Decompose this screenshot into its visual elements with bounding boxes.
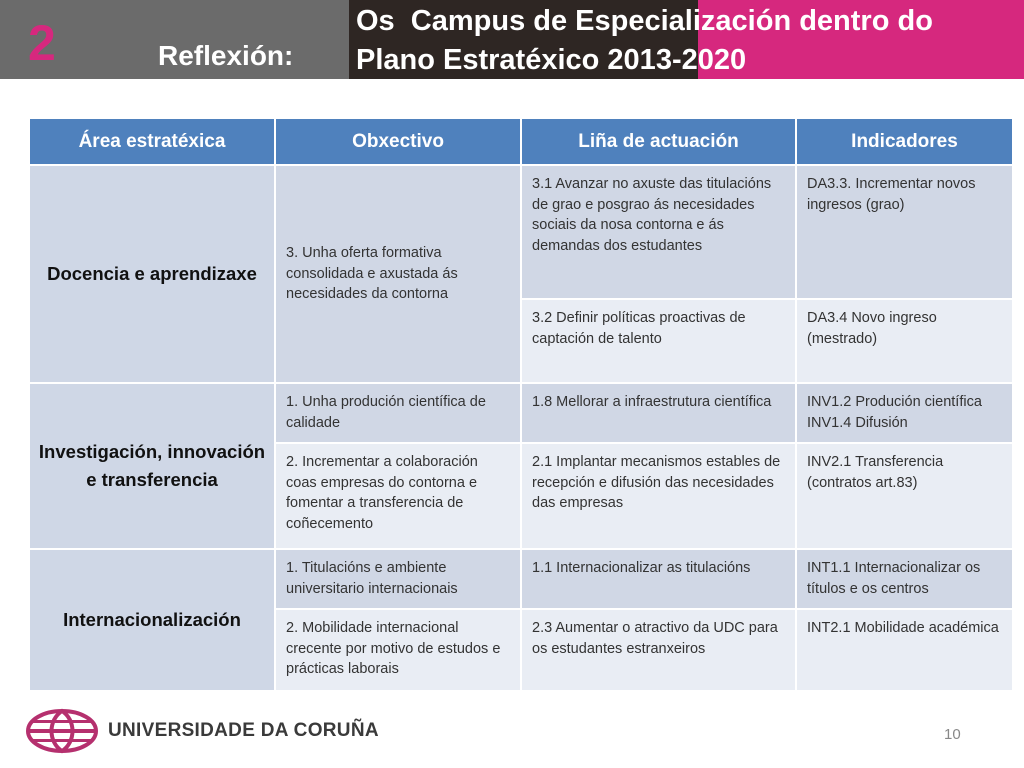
objective-cell: 3. Unha oferta formativa consolidada e axustada ás necesidades da contorna [275,165,521,383]
indicator-cell: DA3.4 Novo ingreso (mestrado) [796,299,1013,383]
table-row [29,383,1013,443]
action-cell: 1.1 Internacionalizar as titulacións [521,549,796,609]
page-number: 10 [944,726,961,743]
udc-logo-icon [26,708,98,754]
indicator-cell [796,383,1013,443]
indicator-cell: INV2.1 Transferencia (contratos art.83) [796,443,1013,549]
header-action: Liña de actuación [521,118,796,165]
indicator-cell: INT2.1 Mobilidade académica [796,609,1013,691]
section-label: Reflexión: [158,40,294,71]
action-cell: 3.1 Avanzar no axuste das titulacións de grao e posgrao ás necesidades sociais da nosa contorna e ás demandas dos estudantes [521,165,796,299]
strategic-plan-table [28,117,1014,692]
section-number: 2 [28,15,56,71]
header-indicators: Indicadores [796,118,1013,165]
header-objective: Obxectivo [275,118,521,165]
table-header-row [29,118,1013,165]
header-area: Área estratéxica [29,118,275,165]
action-cell: 2.3 Aumentar o atractivo da UDC para os estudantes estranxeiros [521,609,796,691]
area-internacionalizacion: Internacionalización [29,549,275,691]
table-row [29,165,1013,299]
objective-cell: 1. Unha produción científica de calidade [275,383,521,443]
slide-title-line-1: Os Campus de Especialización dentro do [356,5,933,37]
objective-cell: 1. Titulacións e ambiente universitario internacionais [275,549,521,609]
indicator-cell: INT1.1 Internacionalizar os títulos e os centros [796,549,1013,609]
area-docencia: Docencia e aprendizaxe [29,165,275,383]
objective-cell: 2. Incrementar a colaboración coas empresas do contorna e fomentar a transferencia de coñecemento [275,443,521,549]
slide-title-line-2: Plano Estratéxico 2013-2020 [356,44,747,76]
slide-title [356,2,1020,80]
indicator-cell: DA3.3. Incrementar novos ingresos (grao) [796,165,1013,299]
action-cell: 2.1 Implantar mecanismos estables de recepción e difusión das necesidades das empresas [521,443,796,549]
action-cell: 3.2 Definir políticas proactivas de captación de talento [521,299,796,383]
indicator-line: INV1.2 Produción científica [807,394,982,410]
area-investigacion: Investigación, innovación e transferencia [29,383,275,549]
university-name: UNIVERSIDADE DA CORUÑA [108,720,379,741]
table-row [29,549,1013,609]
objective-cell: 2. Mobilidade internacional crecente por motivo de estudos e prácticas laborais [275,609,521,691]
action-cell: 1.8 Mellorar a infraestrutura científica [521,383,796,443]
indicator-line: INV1.4 Difusión [807,414,908,431]
